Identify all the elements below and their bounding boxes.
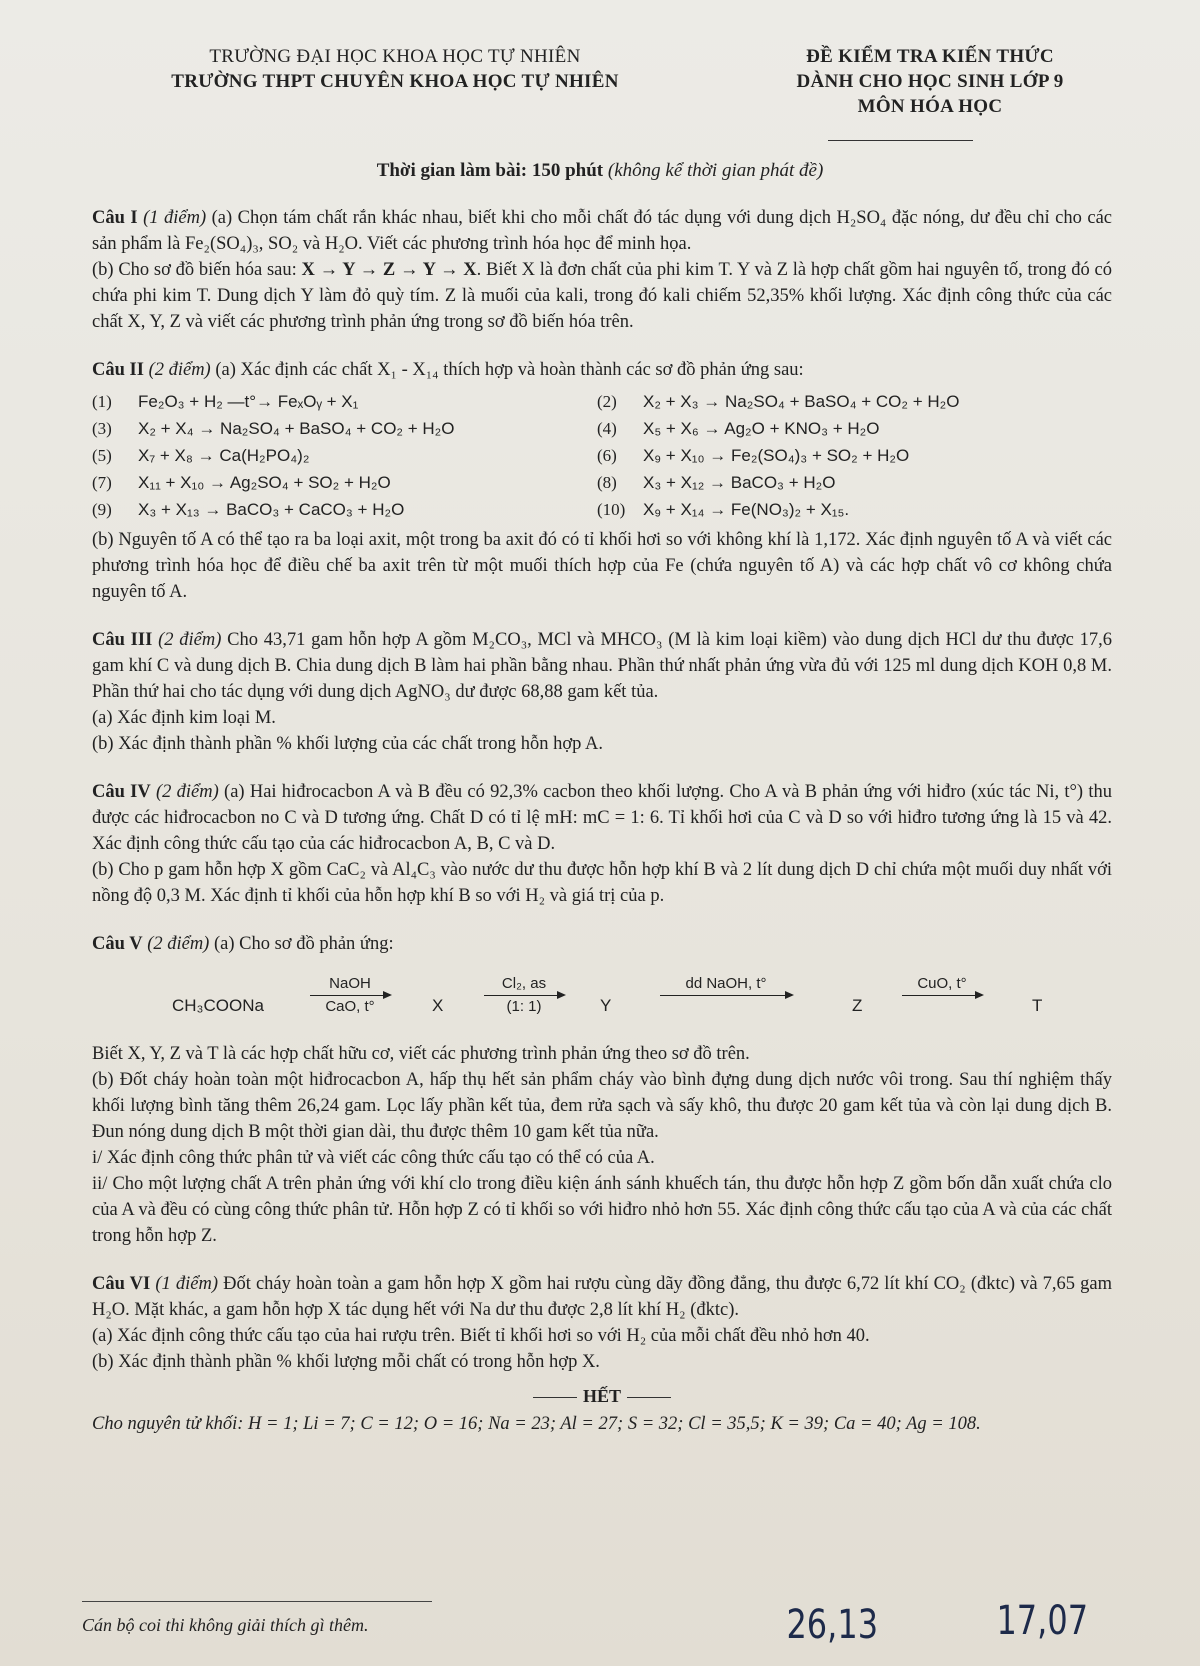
handwritten-number-1: 26,13 [786, 1602, 879, 1648]
scheme-z: Z [852, 996, 863, 1015]
scheme-arrow-1 [310, 975, 390, 1016]
reaction-6 [597, 443, 1112, 469]
reaction-4 [597, 416, 1112, 442]
q1-points: (1 điểm) [143, 208, 207, 228]
end-marker: HẾT [92, 1383, 1112, 1409]
reaction-number: (4) [597, 419, 617, 438]
scheme-start: CH₃COONa [172, 996, 264, 1015]
q3-part-a: (a) Xác định kim loại M. [92, 708, 276, 728]
scheme-arrow-4 [902, 975, 982, 998]
q5-part-b-i: i/ Xác định công thức phân tử và viết các công thức cấu tạo có thể có của A. [92, 1148, 655, 1168]
q1-title: Câu I [92, 208, 138, 228]
atomic-masses [92, 1411, 1112, 1437]
q5-intro [92, 931, 1112, 957]
q4-part-a [92, 779, 1112, 857]
question-4 [92, 779, 1112, 909]
scheme-arrow-2 [484, 975, 564, 1016]
handwritten-number-2: 17,07 [996, 1598, 1089, 1644]
q5-after-scheme: Biết X, Y, Z và T là các hợp chất hữu cơ, viết các phương trình phản ứng theo sơ đồ trên. [92, 1044, 750, 1064]
reaction-10 [597, 497, 1112, 523]
arrow-1-condition: CaO, t° [325, 998, 375, 1015]
title-underline [828, 140, 973, 141]
reaction-number: (8) [597, 473, 617, 492]
q5-part-b: (b) Đốt cháy hoàn toàn một hiđrocacbon A, hấp thụ hết sản phẩm cháy vào bình đựng dung dịch nước vôi trong. Sau thí nghiệm thấy khối lượng bình tăng thêm 26,24 gam. Lọc lấy phần kết tủa, đem rửa sạch và sấy khô, thu được 20 gam kết tủa và còn lại dung dịch B. Đun nóng dung dịch B một thời gian dài, thu được thêm 10 gam kết tủa nữa. [92, 1070, 1112, 1142]
q6-body: Đốt cháy hoàn toàn a gam hỗn hợp X gồm hai rượu cùng dãy đồng đẳng, thu được 6,72 lít khí CO₂ (đktc) và 7,65 gam H₂O. Mặt khác, a gam hỗn hợp X tác dụng hết với Na dư thu được 2,8 lít khí H₂ (đktc). [92, 1274, 1112, 1320]
question-3 [92, 627, 1112, 757]
exam-title-line1: ĐỀ KIỂM TRA KIẾN THỨC [806, 46, 1054, 67]
q4-a-text: (a) Hai hiđrocacbon A và B đều có 92,3% cacbon theo khối lượng. Cho A và B phản ứng với hiđro (xúc tác Ni, t°) thu được các hiđrocacbon no C và D tương ứng. Chất D có tỉ lệ mH: mC = 1: 6. Tỉ khối hơi của C và D so với hiđro tương ứng là 15 và 42. Xác định công thức cấu tạo của các hiđrocacbon A, B, C và D. [92, 782, 1112, 854]
q4-points: (2 điểm) [155, 782, 219, 802]
atomic-masses-values: H = 1; Li = 7; C = 12; O = 16; Na = 23; Al = 27; S = 32; Cl = 35,5; K = 39; Ca = 40; Ag = 108. [248, 1414, 981, 1434]
reaction-5 [92, 443, 597, 469]
q3-body: Cho 43,71 gam hỗn hợp A gồm M₂CO₃, MCl và MHCO₃ (M là kim loại kiềm) vào dung dịch HCl dư thu được 17,6 gam khí C và dung dịch B. Chia dung dịch B làm hai phần bằng nhau. Phần thứ nhất phản ứng vừa đủ với 125 ml dung dịch KOH 0,8 M. Phần thứ hai cho tác dụng với dung dịch AgNO₃ dư được 68,88 gam kết tủa. [92, 630, 1113, 702]
reaction-equation: X₉ + X₁₀ → Fe₂(SO₄)₃ + SO₂ + H₂O [643, 446, 910, 465]
reaction-9 [92, 497, 597, 523]
arrow-line [660, 995, 792, 996]
reaction-equation: X₃ + X₁₃ → BaCO₃ + CaCO₃ + H₂O [138, 500, 405, 519]
subject-title: MÔN HÓA HỌC [857, 96, 1003, 117]
q4-title: Câu IV [92, 782, 151, 802]
high-school-name: TRƯỜNG THPT CHUYÊN KHOA HỌC TỰ NHIÊN [171, 71, 619, 92]
reaction-equation: X₅ + X₆ → Ag₂O + KNO₃ + H₂O [643, 419, 880, 438]
arrow-line [902, 995, 982, 996]
arrow-2-condition: (1: 1) [506, 998, 542, 1015]
q2-intro [92, 357, 1112, 383]
q2-part-b: (b) Nguyên tố A có thể tạo ra ba loại axit, một trong ba axit đó có tỉ khối hơi so với không khí là 1,172. Xác định nguyên tố A và viết các phương trình hóa học để điều chế ba axit trên từ một muối thích hợp của Fe (chứa nguyên tố A) và các hợp chất vô cơ không chứa nguyên tố A. [92, 530, 1112, 602]
q6-part-b: (b) Xác định thành phần % khối lượng mỗi chất có trong hỗn hợp X. [92, 1352, 600, 1372]
reaction-2 [597, 389, 1112, 415]
q5-intro-text: (a) Cho sơ đồ phản ứng: [213, 934, 394, 954]
scheme-y: Y [600, 996, 612, 1015]
question-1 [92, 205, 1112, 335]
reaction-equation: X₂ + X₄ → Na₂SO₄ + BaSO₄ + CO₂ + H₂O [138, 419, 455, 438]
arrow-2-reagent: Cl₂, as [501, 975, 547, 992]
scheme-t: T [1032, 996, 1043, 1015]
time-note: (không kể thời gian phát đề) [607, 160, 824, 181]
arrow-4-reagent: CuO, t° [917, 975, 967, 992]
reaction-list [92, 389, 1112, 523]
q5-title: Câu V [92, 934, 143, 954]
q3-text [92, 627, 1112, 705]
atomic-masses-label: Cho nguyên tử khối: [92, 1414, 244, 1434]
university-name: TRƯỜNG ĐẠI HỌC KHOA HỌC TỰ NHIÊN [209, 46, 581, 67]
q1-b-prefix: (b) Cho sơ đồ biến hóa sau: [92, 260, 302, 280]
q1-part-b [92, 257, 1112, 335]
arrow-line [310, 995, 390, 996]
time-allowed [0, 160, 1200, 182]
q6-part-a: (a) Xác định công thức cấu tạo của hai rượu trên. Biết tỉ khối hơi so với H₂ của mỗi chất đều nhỏ hơn 40. [92, 1326, 870, 1346]
q1-b-text: . Biết X là đơn chất của phi kim T. Y và Z là hợp chất gồm hai nguyên tố, trong đó có chứa phi kim T. Dung dịch Y làm đỏ quỳ tím. Z là muối của kali, trong đó kali chiếm 52,35% khối lượng. Xác định công thức của các chất X, Y, Z và viết các phương trình phản ứng trong sơ đồ biến hóa trên. [92, 260, 1112, 332]
q6-text [92, 1271, 1112, 1323]
proctor-note: Cán bộ coi thi không giải thích gì thêm. [82, 1615, 369, 1635]
time-bold: Thời gian làm bài: 150 phút [376, 160, 604, 181]
q4-part-b: (b) Cho p gam hỗn hợp X gồm CaC₂ và Al₄C₃ vào nước dư thu được hỗn hợp khí B và 2 lít dung dịch D chỉ chứa một muối duy nhất với nồng độ 0,3 M. Xác định tỉ khối của hỗn hợp khí B so với H₂ và giá trị của p. [92, 860, 1112, 906]
reaction-number: (6) [597, 446, 617, 465]
q1-a-text: (a) Chọn tám chất rắn khác nhau, biết khi cho mỗi chất đó tác dụng với dung dịch H₂SO₄ đặc nóng, dư đều chỉ cho các sản phẩm là Fe₂(SO₄)₃, SO₂ và H₂O. Viết các phương trình hóa học để minh họa. [92, 208, 1113, 254]
arrow-1-reagent: NaOH [329, 975, 371, 992]
q6-points: (1 điểm) [155, 1274, 218, 1294]
scheme-x: X [432, 996, 444, 1015]
exam-body [92, 205, 1112, 1437]
reaction-number: (2) [597, 392, 617, 411]
scheme-arrow-3 [660, 975, 792, 998]
reaction-1 [92, 389, 597, 415]
reaction-3 [92, 416, 597, 442]
reaction-number: (1) [92, 392, 112, 411]
q6-title: Câu VI [92, 1274, 151, 1294]
arrow-3-reagent: dd NaOH, t° [685, 975, 767, 992]
q5-points: (2 điểm) [147, 934, 210, 954]
reaction-number: (9) [92, 500, 112, 519]
reaction-equation: X₂ + X₃ → Na₂SO₄ + BaSO₄ + CO₂ + H₂O [643, 392, 960, 411]
reaction-number: (7) [92, 473, 112, 492]
exam-title-line2: DÀNH CHO HỌC SINH LỚP 9 [796, 71, 1064, 92]
question-5 [92, 931, 1112, 1249]
question-6 [92, 1271, 1112, 1375]
q3-part-b: (b) Xác định thành phần % khối lượng của các chất trong hỗn hợp A. [92, 734, 603, 754]
reaction-8 [597, 470, 1112, 496]
reaction-equation: X₃ + X₁₂ → BaCO₃ + H₂O [643, 473, 836, 492]
reaction-7 [92, 470, 597, 496]
q1-part-a [92, 205, 1112, 257]
reaction-number: (5) [92, 446, 112, 465]
question-2 [92, 357, 1112, 605]
reaction-scheme [92, 971, 1112, 1035]
q2-points: (2 điểm) [148, 360, 211, 380]
exam-title-block [700, 44, 1160, 119]
reaction-number: (10) [597, 500, 626, 519]
q2-title: Câu II [92, 360, 144, 380]
q1-b-scheme: X → Y → Z → Y → X [301, 260, 477, 280]
reaction-equation: X₇ + X₈ → Ca(H₂PO₄)₂ [138, 446, 310, 465]
reaction-equation: X₉ + X₁₄ → Fe(NO₃)₂ + X₁₅. [643, 500, 850, 519]
reaction-equation: Fe₂O₃ + H₂ —t°→ FeₓOᵧ + X₁ [138, 392, 359, 411]
school-header [95, 44, 695, 94]
q5-part-b-ii: ii/ Cho một lượng chất A trên phản ứng với khí clo trong điều kiện ánh sánh khuếch tán, thu được hỗn hợp Z gồm bốn dẫn xuất chứa clo của A và đều có cùng công thức phân tử. Hỗn hợp Z có tỉ khối so với hiđro nhỏ hơn 55. Xác định công thức cấu tạo của A và của các chất trong hỗn hợp Z. [92, 1174, 1112, 1246]
q3-title: Câu III [92, 630, 153, 650]
q2-intro-text: (a) Xác định các chất X₁ - X₁₄ thích hợp và hoàn thành các sơ đồ phản ứng sau: [215, 360, 804, 380]
reaction-equation: X₁₁ + X₁₀ → Ag₂SO₄ + SO₂ + H₂O [138, 473, 391, 492]
arrow-line [484, 995, 564, 996]
q3-points: (2 điểm) [158, 630, 222, 650]
footer-rule [82, 1601, 432, 1602]
reaction-number: (3) [92, 419, 112, 438]
